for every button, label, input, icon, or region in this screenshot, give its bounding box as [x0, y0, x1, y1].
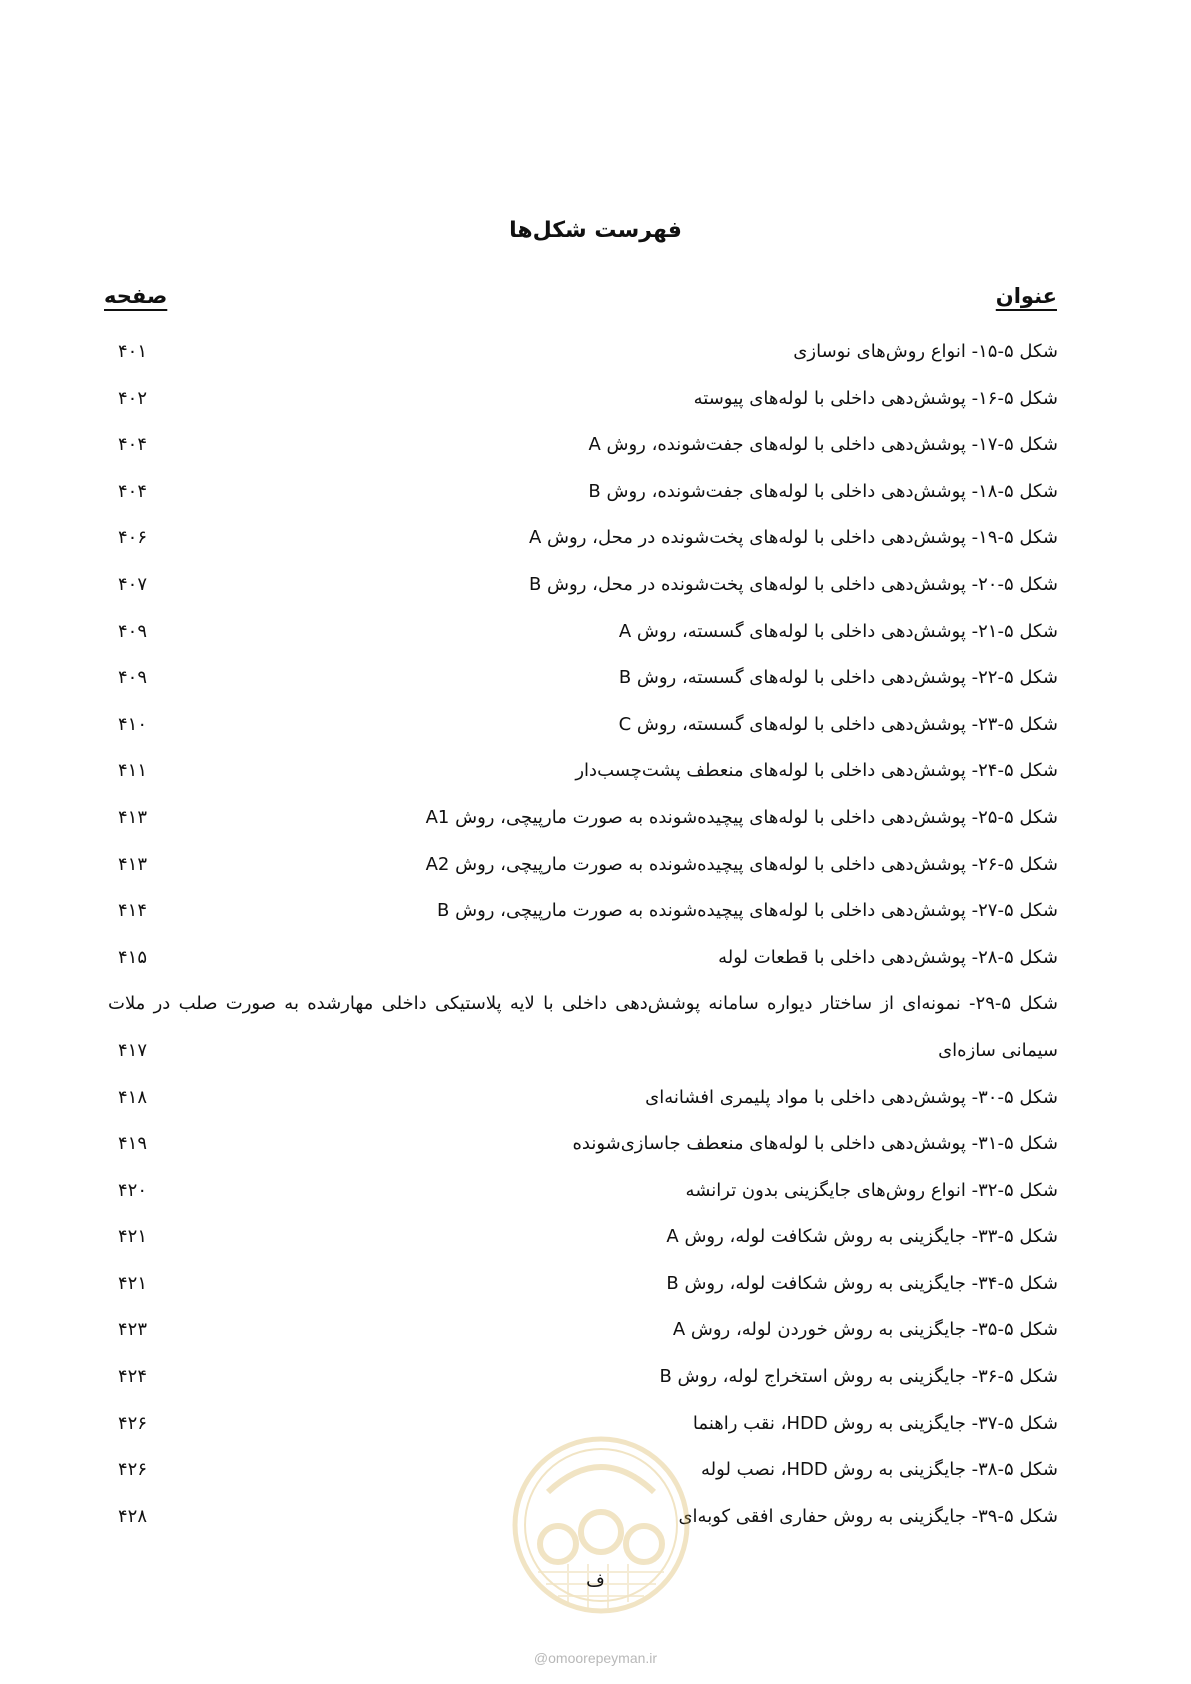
toc-entry — [108, 469, 1058, 516]
toc-entry-title: شکل ۵-۳۴- جایگزینی به روش شکافت لوله، روش B — [666, 1272, 1058, 1294]
toc-entry-page: ۴۱۸ — [118, 1086, 148, 1108]
toc-entry-page: ۴۱۷ — [118, 1039, 148, 1061]
toc-entry-page: ۴۰۹ — [118, 667, 148, 689]
toc-entry — [108, 1261, 1058, 1308]
toc-entry-title: شکل ۵-۱۸- پوشش‌دهی داخلی با لوله‌های جفت‌شونده، روش B — [588, 480, 1058, 502]
toc-entry-title: شکل ۵-۲۰- پوشش‌دهی داخلی با لوله‌های پخت‌شونده در محل، روش B — [528, 573, 1058, 595]
toc-entry-page: ۴۲۶ — [118, 1412, 148, 1434]
page-title: فهرست شکل‌ها — [509, 218, 682, 243]
toc-entry — [108, 1168, 1058, 1215]
column-header-title: عنوان — [995, 284, 1057, 308]
toc-entry — [108, 935, 1058, 982]
toc-entry — [108, 1354, 1058, 1401]
toc-entry — [108, 655, 1058, 702]
toc-entry — [108, 1307, 1058, 1354]
toc-entry-title: شکل ۵-۱۹- پوشش‌دهی داخلی با لوله‌های پخت‌شونده در محل، روش A — [529, 527, 1058, 549]
toc-entry-title: شکل ۵-۱۵- انواع روش‌های نوسازی — [793, 341, 1058, 362]
toc-entry-page: ۴۰۹ — [118, 620, 148, 642]
toc-entry-title: شکل ۵-۲۲- پوشش‌دهی داخلی با لوله‌های گسسته، روش B — [618, 667, 1058, 689]
toc-entry — [108, 1075, 1058, 1122]
toc-entry-page: ۴۱۰ — [118, 713, 148, 735]
toc-entry-page: ۴۱۱ — [118, 760, 148, 782]
toc-entry — [108, 515, 1058, 562]
column-header-page: صفحه — [104, 284, 168, 308]
toc-entry-title: شکل ۵-۲۵- پوشش‌دهی داخلی با لوله‌های پیچیده‌شونده به صورت مارپیچی، روش A1 — [425, 806, 1058, 828]
toc-entry-page: ۴۲۰ — [118, 1179, 148, 1201]
toc-entry-title: شکل ۵-۳۰- پوشش‌دهی داخلی با مواد پلیمری افشانه‌ای — [645, 1086, 1058, 1108]
toc-entry-title: شکل ۵-۳۶- جایگزینی به روش استخراج لوله، روش B — [659, 1366, 1058, 1388]
toc-entry-title: شکل ۵-۲۱- پوشش‌دهی داخلی با لوله‌های گسسته، روش A — [618, 620, 1058, 642]
toc-entry-title: شکل ۵-۳۹- جایگزینی به روش حفاری افقی کوبه‌ای — [678, 1505, 1058, 1527]
toc-entry-title: شکل ۵-۲۸- پوشش‌دهی داخلی با قطعات لوله — [718, 946, 1058, 968]
toc-entry-page: ۴۱۳ — [118, 853, 148, 875]
toc-entry — [108, 1121, 1058, 1168]
toc-entry-page: ۴۲۳ — [118, 1319, 148, 1341]
toc-entry — [108, 842, 1058, 889]
toc-entry — [108, 795, 1058, 842]
toc-entry — [108, 329, 1058, 376]
toc-entry-title: شکل ۵-۲۹- نمونه‌ای از ساختار دیواره سامانه پوشش‌دهی داخلی با لایه پلاستیکی داخلی مهارشده به صورت صلب در ملات سیمانی سازه‌ای — [108, 993, 1058, 1061]
toc-entry-page: ۴۰۲ — [118, 387, 148, 409]
toc-entry-page: ۴۰۷ — [118, 573, 148, 595]
toc-entry-title: شکل ۵-۲۷- پوشش‌دهی داخلی با لوله‌های پیچیده‌شونده به صورت مارپیچی، روش B — [437, 900, 1058, 922]
footer-credit: @omoorepeyman.ir — [533, 1650, 658, 1666]
toc-entry-title: شکل ۵-۳۲- انواع روش‌های جایگزینی بدون ترانشه — [685, 1179, 1058, 1201]
toc-entry-page: ۴۰۱ — [118, 341, 148, 362]
toc-entry — [108, 609, 1058, 656]
toc-entry-page: ۴۰۴ — [118, 434, 148, 456]
page-number: ف — [586, 1570, 605, 1591]
toc-entry-page: ۴۲۴ — [118, 1366, 148, 1388]
toc-entry-page: ۴۲۶ — [118, 1459, 148, 1481]
toc-entry — [108, 888, 1058, 935]
toc-entry-title: شکل ۵-۲۳- پوشش‌دهی داخلی با لوله‌های گسسته، روش C — [618, 713, 1058, 735]
toc-entry-title: شکل ۵-۳۵- جایگزینی به روش خوردن لوله، روش A — [672, 1319, 1058, 1341]
toc-entry-title: شکل ۵-۳۱- پوشش‌دهی داخلی با لوله‌های منعطف جاسازی‌شونده — [572, 1133, 1058, 1155]
toc-entry — [108, 376, 1058, 423]
toc-entry-page: ۴۱۹ — [118, 1133, 148, 1155]
toc-entry-page: ۴۲۱ — [118, 1272, 148, 1294]
toc-entry — [108, 422, 1058, 469]
toc-entry — [108, 1214, 1058, 1261]
toc-entry-title: شکل ۵-۳۸- جایگزینی به روش HDD، نصب لوله — [701, 1459, 1058, 1481]
toc-entry — [108, 748, 1058, 795]
toc-entry-title: شکل ۵-۱۶- پوشش‌دهی داخلی با لوله‌های پیوسته — [693, 387, 1058, 409]
toc-entry-title: شکل ۵-۱۷- پوشش‌دهی داخلی با لوله‌های جفت‌شونده، روش A — [588, 434, 1058, 456]
toc-entry-title: شکل ۵-۳۳- جایگزینی به روش شکافت لوله، روش A — [666, 1226, 1058, 1248]
toc-entry-page: ۴۰۴ — [118, 480, 148, 502]
toc-entry-page: ۴۱۴ — [118, 900, 148, 922]
toc-list — [108, 329, 1058, 1540]
toc-entry-page: ۴۰۶ — [118, 527, 148, 549]
toc-entry-page: ۴۲۱ — [118, 1226, 148, 1248]
toc-entry — [108, 702, 1058, 749]
toc-entry-title: شکل ۵-۳۷- جایگزینی به روش HDD، نقب راهنما — [692, 1412, 1058, 1434]
toc-entry — [108, 981, 1058, 1074]
toc-entry-title: شکل ۵-۲۶- پوشش‌دهی داخلی با لوله‌های پیچیده‌شونده به صورت مارپیچی، روش A2 — [425, 853, 1058, 875]
toc-entry-title: شکل ۵-۲۴- پوشش‌دهی داخلی با لوله‌های منعطف پشت‌چسب‌دار — [575, 760, 1058, 782]
toc-entry-page: ۴۲۸ — [118, 1505, 148, 1527]
toc-entry-page: ۴۱۵ — [118, 946, 148, 968]
toc-entry — [108, 562, 1058, 609]
toc-entry-page: ۴۱۳ — [118, 806, 148, 828]
